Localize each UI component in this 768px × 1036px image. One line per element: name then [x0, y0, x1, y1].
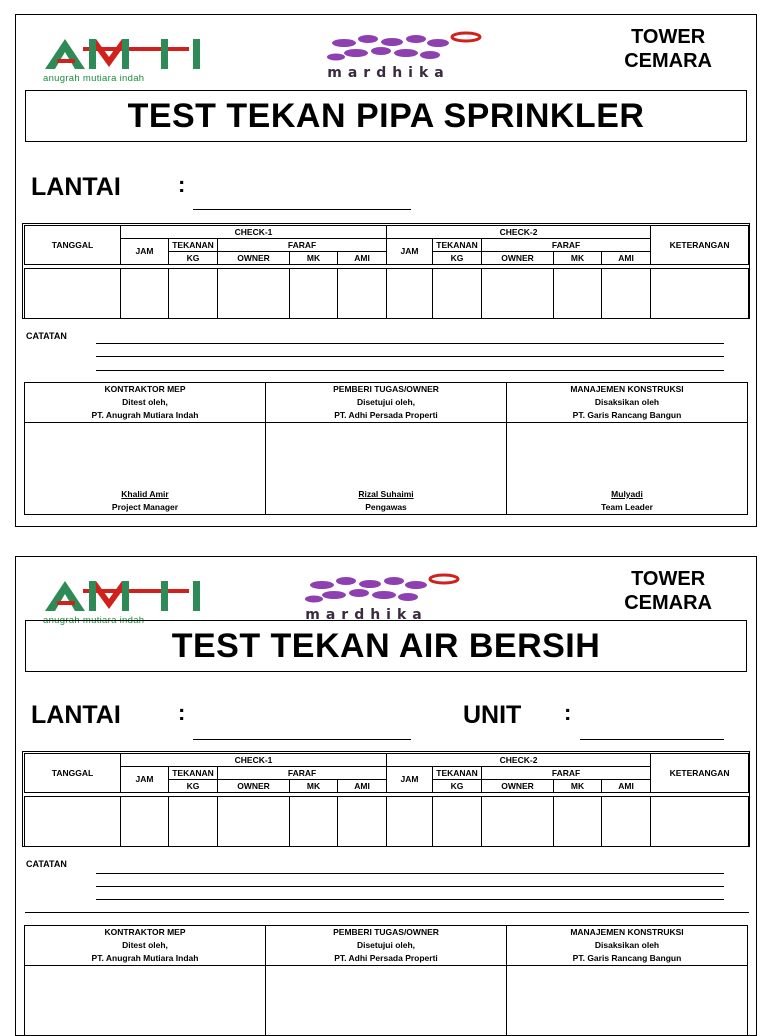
sig-name: Khalid Amir [121, 489, 169, 499]
cell-tekanan-1[interactable] [169, 269, 218, 319]
ami-tagline: anugrah mutiara indah [43, 73, 145, 84]
cell-tekanan-1[interactable] [169, 797, 218, 847]
sig-box-mk[interactable] [507, 423, 748, 515]
sig-header-mk [507, 383, 748, 423]
sig-role: PEMBERI TUGAS/OWNER [333, 927, 439, 937]
col-tanggal: TANGGAL [25, 754, 121, 793]
sig-name: Mulyadi [611, 489, 643, 499]
catatan-label: CATATAN [26, 859, 67, 869]
table-row [25, 269, 749, 319]
col-mk-1: MK [290, 252, 338, 265]
sig-action: Ditest oleh, [122, 397, 168, 407]
catatan-label: CATATAN [26, 331, 67, 341]
col-tekanan-2: TEKANAN [433, 767, 482, 780]
sig-action: Disaksikan oleh [594, 397, 660, 407]
mardhika-wordmark: mardhika [327, 65, 450, 81]
cell-ami-2[interactable] [602, 797, 651, 847]
col-tanggal: TANGGAL [25, 226, 121, 265]
sig-role: KONTRAKTOR MEP [104, 927, 186, 937]
sig-header-contractor [25, 926, 266, 966]
cell-ami-1[interactable] [338, 269, 387, 319]
ami-tagline: anugrah mutiara indah [43, 615, 145, 626]
sig-company: PT. Anugrah Mutiara Indah [91, 410, 199, 420]
mardhika-logo-icon [244, 573, 489, 607]
lantai-label: LANTAI [31, 701, 121, 729]
cell-tekanan-2[interactable] [433, 797, 482, 847]
cell-mk-1[interactable] [290, 269, 338, 319]
catatan-line-3[interactable] [96, 370, 724, 371]
form-sprinkler-sheet [15, 14, 757, 527]
cell-keterangan[interactable] [651, 797, 749, 847]
cell-keterangan[interactable] [651, 269, 749, 319]
cell-mk-1[interactable] [290, 797, 338, 847]
signature-table [24, 382, 748, 515]
col-ami-1: AMI [338, 780, 387, 793]
tower-line-2: CEMARA [624, 592, 712, 614]
mardhika-logo [244, 573, 489, 621]
unit-label: UNIT [463, 701, 522, 729]
col-ami-2: AMI [602, 780, 651, 793]
signature-table [24, 925, 748, 1036]
col-faraf-1: FARAF [218, 767, 387, 780]
lantai-field[interactable] [193, 739, 411, 740]
col-owner-1: OWNER [218, 780, 290, 793]
catatan-line-2[interactable] [96, 886, 724, 887]
col-kg-2: KG [433, 780, 482, 793]
sig-box-owner[interactable] [266, 423, 507, 515]
cell-jam-1[interactable] [121, 797, 169, 847]
sig-header-owner [266, 926, 507, 966]
sig-action: Disetujui oleh, [356, 397, 416, 407]
cell-ami-1[interactable] [338, 797, 387, 847]
divider [25, 912, 749, 913]
form-air-bersih-sheet [15, 556, 757, 1036]
sig-title: Team Leader [601, 502, 653, 512]
col-check-1: CHECK-1 [121, 226, 387, 239]
col-faraf-1: FARAF [218, 239, 387, 252]
lantai-colon: : [178, 700, 186, 725]
cell-owner-1[interactable] [218, 797, 290, 847]
col-owner-1: OWNER [218, 252, 290, 265]
tower-line-1: TOWER [631, 26, 706, 48]
cell-tanggal[interactable] [25, 269, 121, 319]
sig-action: Disetujui oleh, [356, 940, 416, 950]
col-jam-2: JAM [387, 239, 433, 265]
col-kg-1: KG [169, 780, 218, 793]
sig-header-contractor [25, 383, 266, 423]
mardhika-logo-icon [266, 31, 511, 65]
catatan-line-1[interactable] [96, 343, 724, 344]
col-ami-1: AMI [338, 252, 387, 265]
page-title: TEST TEKAN PIPA SPRINKLER [25, 90, 747, 142]
cell-ami-2[interactable] [602, 269, 651, 319]
sig-company: PT. Garis Rancang Bangun [572, 410, 682, 420]
col-check-2: CHECK-2 [387, 226, 651, 239]
col-mk-1: MK [290, 780, 338, 793]
ami-logo [43, 579, 203, 626]
unit-colon: : [564, 700, 572, 725]
sig-box-contractor[interactable] [25, 966, 266, 1036]
unit-field[interactable] [580, 739, 724, 740]
check-table [24, 225, 749, 319]
col-jam-1: JAM [121, 767, 169, 793]
sig-box-owner[interactable] [266, 966, 507, 1036]
col-faraf-2: FARAF [482, 239, 651, 252]
sig-role: PEMBERI TUGAS/OWNER [333, 384, 439, 394]
lantai-colon: : [178, 172, 186, 197]
sig-header-owner [266, 383, 507, 423]
col-tekanan-1: TEKANAN [169, 239, 218, 252]
sig-title: Pengawas [365, 502, 407, 512]
cell-mk-2[interactable] [554, 797, 602, 847]
sig-role: MANAJEMEN KONSTRUKSI [570, 927, 684, 937]
col-keterangan: KETERANGAN [651, 226, 749, 265]
cell-jam-2[interactable] [387, 269, 433, 319]
cell-owner-2[interactable] [482, 269, 554, 319]
sig-company: PT. Adhi Persada Properti [334, 953, 438, 963]
sig-action: Disaksikan oleh [594, 940, 660, 950]
cell-tanggal[interactable] [25, 797, 121, 847]
cell-owner-1[interactable] [218, 269, 290, 319]
col-kg-2: KG [433, 252, 482, 265]
col-mk-2: MK [554, 780, 602, 793]
tower-line-1: TOWER [631, 568, 706, 590]
tower-label [624, 567, 712, 615]
catatan-line-2[interactable] [96, 356, 724, 357]
sig-header-mk [507, 926, 748, 966]
catatan-line-3[interactable] [96, 899, 724, 900]
tower-line-2: CEMARA [624, 50, 712, 72]
page-title: TEST TEKAN AIR BERSIH [25, 620, 747, 672]
cell-mk-2[interactable] [554, 269, 602, 319]
cell-owner-2[interactable] [482, 797, 554, 847]
ami-logo-icon [43, 579, 203, 613]
sig-box-contractor[interactable] [25, 423, 266, 515]
sig-company: PT. Adhi Persada Properti [334, 410, 438, 420]
col-mk-2: MK [554, 252, 602, 265]
ami-logo-icon [43, 37, 203, 71]
col-keterangan: KETERANGAN [651, 754, 749, 793]
col-owner-2: OWNER [482, 780, 554, 793]
sig-company: PT. Anugrah Mutiara Indah [91, 953, 199, 963]
check-table [24, 753, 749, 847]
sig-role: MANAJEMEN KONSTRUKSI [570, 384, 684, 394]
col-check-1: CHECK-1 [121, 754, 387, 767]
sig-name: Rizal Suhaimi [358, 489, 414, 499]
sig-action: Ditest oleh, [122, 940, 168, 950]
mardhika-logo [266, 31, 511, 79]
col-ami-2: AMI [602, 252, 651, 265]
sig-title: Project Manager [111, 502, 179, 512]
col-jam-1: JAM [121, 239, 169, 265]
col-faraf-2: FARAF [482, 767, 651, 780]
sig-role: KONTRAKTOR MEP [104, 384, 186, 394]
col-check-2: CHECK-2 [387, 754, 651, 767]
table-row [25, 797, 749, 847]
col-owner-2: OWNER [482, 252, 554, 265]
catatan-line-1[interactable] [96, 873, 724, 874]
col-kg-1: KG [169, 252, 218, 265]
ami-logo [43, 37, 203, 84]
cell-tekanan-2[interactable] [433, 269, 482, 319]
cell-jam-1[interactable] [121, 269, 169, 319]
col-jam-2: JAM [387, 767, 433, 793]
lantai-label: LANTAI [31, 173, 121, 201]
sig-company: PT. Garis Rancang Bangun [572, 953, 682, 963]
sig-box-mk[interactable] [507, 966, 748, 1036]
lantai-field[interactable] [193, 209, 411, 210]
tower-label [624, 25, 712, 73]
mardhika-wordmark: mardhika [305, 607, 428, 623]
col-tekanan-1: TEKANAN [169, 767, 218, 780]
col-tekanan-2: TEKANAN [433, 239, 482, 252]
cell-jam-2[interactable] [387, 797, 433, 847]
